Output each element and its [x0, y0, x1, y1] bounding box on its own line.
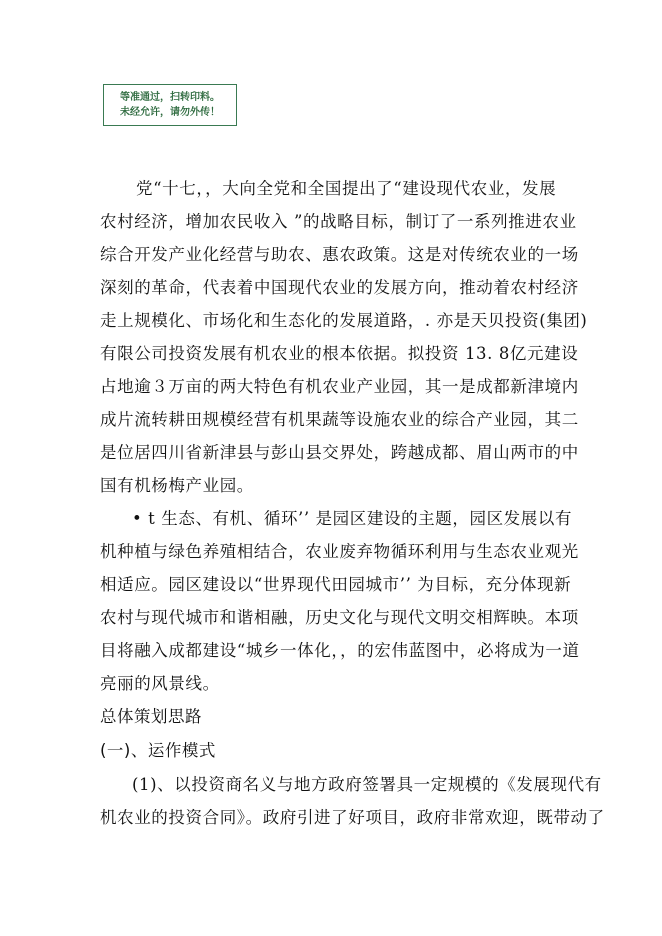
paragraph-line: 有限公司投资发展有机农业的根本依据。拟投资 13. 8亿元建设 — [100, 344, 579, 363]
paragraph-operation — [100, 768, 605, 834]
paragraph-line: 亮丽的风景线。 — [100, 674, 220, 693]
notice-line-1: 等准通过，扫转印料。 — [120, 92, 220, 103]
paragraph-theme — [100, 502, 580, 700]
paragraph-line: 党“十七，，大向全党和全国提出了“建设现代农业，发展 — [136, 179, 557, 198]
paragraph-line: 占地逾３万亩的两大特色有机农业产业园，其一是成都新津境内 — [100, 377, 579, 396]
paragraph-line: 综合开发产业化经营与助农、惠农政策。这是对传统农业的一场 — [100, 245, 579, 264]
notice-line-2: 未经允许，请勿外传！ — [120, 107, 220, 118]
paragraph-line: 机种植与绿色养殖相结合，农业废弃物循环利用与生态农业观光 — [100, 542, 579, 561]
paragraph-line: 是位居四川省新津县与彭山县交界处，跨越成都、眉山两市的中 — [100, 443, 579, 462]
paragraph-line: 农村经济，增加农民收入 ”的战略目标，制订了一系列推进农业 — [100, 212, 577, 231]
paragraph-intro — [100, 172, 588, 502]
paragraph-line: 走上规模化、市场化和生态化的发展道路，. 亦是天贝投资(集团) — [100, 311, 588, 330]
paragraph-line: 机农业的投资合同》。政府引进了好项目，政府非常欢迎，既带动了 — [100, 808, 605, 827]
notice-stamp-box — [103, 84, 237, 126]
subsection-heading: (一)、运作模式 — [100, 741, 216, 760]
paragraph-line: (1)、以投资商名义与地方政府签署具一定规模的《发展现代有 — [132, 775, 602, 794]
document-body — [100, 172, 605, 834]
paragraph-line: • t 生态、有机、循环’’ 是园区建设的主题，园区发展以有 — [132, 509, 573, 528]
paragraph-line: 成片流转耕田规模经营有机果蔬等设施农业的综合产业园，其二 — [100, 410, 579, 429]
paragraph-line: 农村与现代城市和谐相融，历史文化与现代文明交相辉映。本项 — [100, 608, 579, 627]
paragraph-line: 相适应。园区建设以“世界现代田园城市’’ 为目标，充分体现新 — [100, 575, 572, 594]
paragraph-line: 深刻的革命，代表着中国现代农业的发展方向，推动着农村经济 — [100, 278, 579, 297]
paragraph-line: 国有机杨梅产业园。 — [100, 476, 254, 495]
paragraph-line: 目将融入成都建设“城乡一体化，，的宏伟蓝图中，必将成为一道 — [100, 641, 580, 660]
section-heading: 总体策划思路 — [100, 707, 202, 726]
